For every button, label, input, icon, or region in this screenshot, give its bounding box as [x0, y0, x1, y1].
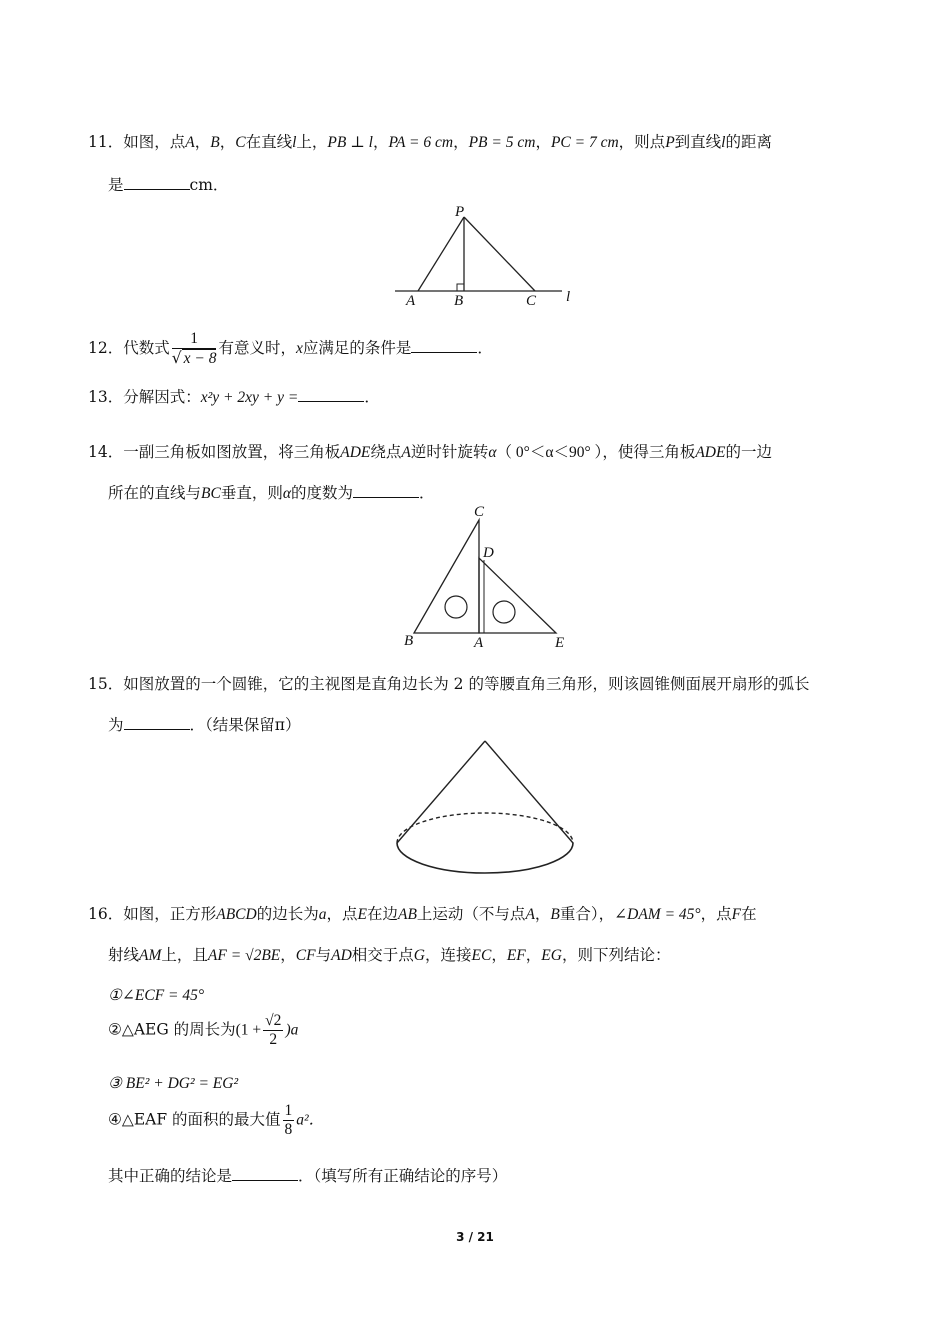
q14-figure [400, 502, 580, 650]
answer-blank[interactable] [298, 387, 364, 402]
q11-line1: 11．如图，点A，B，C在直线l上，PB ⊥ l，PA = 6 cm，PB = 5 cm，PC = 7 cm，则点P到直线l的距离 [88, 133, 772, 151]
q15-line2: 为 ．（结果保留π） [108, 716, 301, 734]
q16-conclusion-3: ③ BE² + DG² = EG² [108, 1075, 239, 1092]
page-number: 3 / 21 [456, 1230, 494, 1244]
q16-conclusion-4: ④△EAF 的面积的最大值 $\frac{1}{8}$ a²． [108, 1102, 325, 1138]
q12-line: 12．代数式 $\frac{1}{√ x - 8}$ 有意义时，x应满足的条件是 ． [88, 330, 493, 367]
q15-cone-figure [385, 735, 585, 880]
q12-fraction: $\frac{1}{√ x - 8}$ [171, 330, 217, 367]
label-p: P [455, 204, 465, 220]
q16-fraction-sqrt2: $\frac{√2}{2}$ [265, 1012, 282, 1048]
q11-line2: 是 cm． [108, 176, 229, 194]
answer-blank[interactable] [124, 175, 190, 190]
label-c: C [474, 504, 485, 520]
label-c: C [526, 293, 537, 309]
label-e: E [555, 635, 565, 651]
q16-final: 其中正确的结论是 ．（填写所有正确结论的序号） [108, 1167, 508, 1185]
q16-fraction-eighth: $\frac{1}{8}$ [284, 1102, 293, 1138]
q16-line2: 射线AM上，且AF = √2BE，CF与AD相交于点G，连接EC，EF，EG，则下列结论： [108, 946, 671, 964]
answer-blank[interactable] [232, 1166, 298, 1181]
answer-blank[interactable] [411, 338, 477, 353]
label-b: B [454, 293, 464, 309]
label-d: D [483, 545, 494, 561]
q15-line1: 15．如图放置的一个圆锥，它的主视图是直角边长为 2 的等腰直角三角形，则该圆锥侧面展开扇形的弧长 [88, 675, 810, 693]
label-a: A [406, 293, 416, 309]
q11-figure [390, 205, 590, 310]
label-a: A [474, 635, 484, 651]
q16-conclusion-1: ①∠ECF = 45° [108, 987, 205, 1004]
answer-blank[interactable] [124, 715, 190, 730]
label-b: B [404, 633, 414, 649]
q16-line1: 16．如图，正方形ABCD的边长为a，点E在边AB上运动（不与点A，B重合），∠DAM = 45°，点F在 [88, 905, 757, 923]
q13-line: 13．分解因式：x²y + 2xy + y = ． [88, 388, 380, 406]
answer-blank[interactable] [353, 483, 419, 498]
q14-line1: 14．一副三角板如图放置，将三角板ADE绕点A逆时针旋转α（ 0°＜α＜90° ），使得三角板ADE的一边 [88, 443, 772, 461]
q16-conclusion-2: ②△AEG 的周长为(1 + $\frac{√2}{2}$ )a [108, 1012, 299, 1048]
label-l: l [566, 289, 571, 305]
q14-line2: 所在的直线与BC垂直，则α的度数为 ． [108, 484, 435, 502]
